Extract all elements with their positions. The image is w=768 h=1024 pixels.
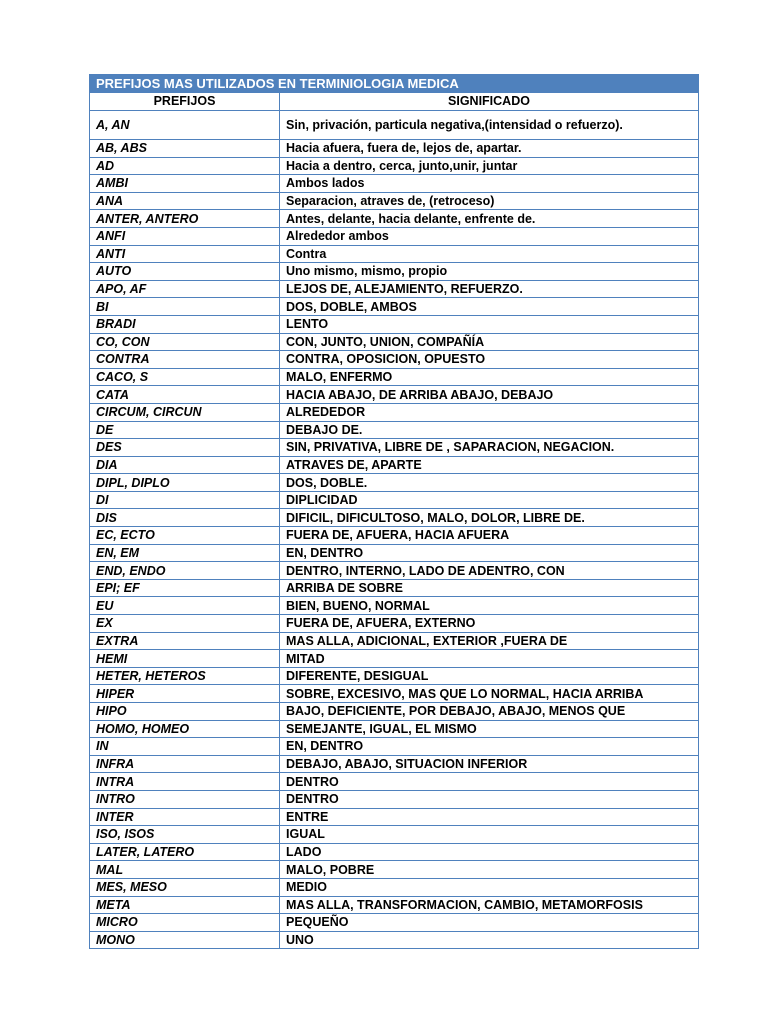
table-row bbox=[90, 703, 699, 721]
table-row bbox=[90, 491, 699, 509]
prefix-cell: BRADI bbox=[90, 315, 280, 333]
prefix-cell: LATER, LATERO bbox=[90, 843, 280, 861]
meaning-cell: BIEN, BUENO, NORMAL bbox=[280, 597, 699, 615]
meaning-cell: CON, JUNTO, UNION, COMPAÑÍA bbox=[280, 333, 699, 351]
prefix-cell: ANA bbox=[90, 192, 280, 210]
meaning-cell: Antes, delante, hacia delante, enfrente de. bbox=[280, 210, 699, 228]
prefix-cell: CACO, S bbox=[90, 368, 280, 386]
prefix-column-header: PREFIJOS bbox=[90, 93, 280, 111]
prefix-cell: INTER bbox=[90, 808, 280, 826]
table-row bbox=[90, 439, 699, 457]
prefix-cell: ANTER, ANTERO bbox=[90, 210, 280, 228]
meaning-cell: MEDIO bbox=[280, 878, 699, 896]
prefix-cell: INTRO bbox=[90, 790, 280, 808]
meaning-cell: SOBRE, EXCESIVO, MAS QUE LO NORMAL, HACIA ARRIBA bbox=[280, 685, 699, 703]
meaning-cell: MAS ALLA, ADICIONAL, EXTERIOR ,FUERA DE bbox=[280, 632, 699, 650]
meaning-cell: Ambos lados bbox=[280, 175, 699, 193]
meaning-cell: DIFERENTE, DESIGUAL bbox=[280, 667, 699, 685]
prefix-cell: HEMI bbox=[90, 650, 280, 668]
table-row bbox=[90, 263, 699, 281]
table-title: PREFIJOS MAS UTILIZADOS EN TERMINIOLOGIA MEDICA bbox=[90, 75, 699, 93]
prefix-cell: IN bbox=[90, 738, 280, 756]
prefix-cell: DI bbox=[90, 491, 280, 509]
meaning-cell: Uno mismo, mismo, propio bbox=[280, 263, 699, 281]
table-row bbox=[90, 386, 699, 404]
meaning-column-header: SIGNIFICADO bbox=[280, 93, 699, 111]
table-row bbox=[90, 615, 699, 633]
table-row bbox=[90, 298, 699, 316]
prefix-cell: DIPL, DIPLO bbox=[90, 474, 280, 492]
table-header-row bbox=[90, 93, 699, 111]
table-title-row bbox=[90, 75, 699, 93]
table-row bbox=[90, 562, 699, 580]
prefix-cell: ISO, ISOS bbox=[90, 826, 280, 844]
meaning-cell: MITAD bbox=[280, 650, 699, 668]
table-row bbox=[90, 773, 699, 791]
table-row bbox=[90, 755, 699, 773]
prefix-cell: EC, ECTO bbox=[90, 527, 280, 545]
meaning-cell: DIPLICIDAD bbox=[280, 491, 699, 509]
prefix-cell: INFRA bbox=[90, 755, 280, 773]
prefix-cell: HIPO bbox=[90, 703, 280, 721]
prefix-cell: DIS bbox=[90, 509, 280, 527]
prefix-cell: MICRO bbox=[90, 914, 280, 932]
table-row bbox=[90, 685, 699, 703]
meaning-cell: BAJO, DEFICIENTE, POR DEBAJO, ABAJO, MENOS QUE bbox=[280, 703, 699, 721]
prefix-cell: AB, ABS bbox=[90, 140, 280, 158]
table-row bbox=[90, 351, 699, 369]
table-body bbox=[90, 111, 699, 949]
prefix-cell: MONO bbox=[90, 931, 280, 949]
meaning-cell: LEJOS DE, ALEJAMIENTO, REFUERZO. bbox=[280, 280, 699, 298]
meaning-cell: ENTRE bbox=[280, 808, 699, 826]
meaning-cell: FUERA DE, AFUERA, HACIA AFUERA bbox=[280, 527, 699, 545]
prefix-cell: END, ENDO bbox=[90, 562, 280, 580]
meaning-cell: Alrededor ambos bbox=[280, 227, 699, 245]
meaning-cell: EN, DENTRO bbox=[280, 544, 699, 562]
table-row bbox=[90, 790, 699, 808]
table-row bbox=[90, 632, 699, 650]
prefix-cell: MAL bbox=[90, 861, 280, 879]
prefix-cell: EN, EM bbox=[90, 544, 280, 562]
meaning-cell: MAS ALLA, TRANSFORMACION, CAMBIO, METAMORFOSIS bbox=[280, 896, 699, 914]
table-row bbox=[90, 544, 699, 562]
table-row bbox=[90, 896, 699, 914]
meaning-cell: EN, DENTRO bbox=[280, 738, 699, 756]
prefix-cell: APO, AF bbox=[90, 280, 280, 298]
meaning-cell: LENTO bbox=[280, 315, 699, 333]
prefix-cell: DES bbox=[90, 439, 280, 457]
meaning-cell: UNO bbox=[280, 931, 699, 949]
table-row bbox=[90, 192, 699, 210]
meaning-cell: Separacion, atraves de, (retroceso) bbox=[280, 192, 699, 210]
table-row bbox=[90, 861, 699, 879]
table-row bbox=[90, 527, 699, 545]
table-row bbox=[90, 650, 699, 668]
table-row bbox=[90, 931, 699, 949]
table-row bbox=[90, 579, 699, 597]
table-row bbox=[90, 210, 699, 228]
meaning-cell: SIN, PRIVATIVA, LIBRE DE , SAPARACION, NEGACION. bbox=[280, 439, 699, 457]
prefix-cell: DE bbox=[90, 421, 280, 439]
meaning-cell: DOS, DOBLE. bbox=[280, 474, 699, 492]
table-row bbox=[90, 403, 699, 421]
prefix-cell: BI bbox=[90, 298, 280, 316]
prefix-table bbox=[89, 74, 699, 949]
prefix-cell: CIRCUM, CIRCUN bbox=[90, 403, 280, 421]
table-row bbox=[90, 843, 699, 861]
prefix-cell: HETER, HETEROS bbox=[90, 667, 280, 685]
prefix-cell: ANFI bbox=[90, 227, 280, 245]
meaning-cell: MALO, POBRE bbox=[280, 861, 699, 879]
table-row bbox=[90, 157, 699, 175]
table-row bbox=[90, 914, 699, 932]
prefix-cell: EXTRA bbox=[90, 632, 280, 650]
table-row bbox=[90, 111, 699, 140]
meaning-cell: Hacia afuera, fuera de, lejos de, apartar. bbox=[280, 140, 699, 158]
meaning-cell: SEMEJANTE, IGUAL, EL MISMO bbox=[280, 720, 699, 738]
table-row bbox=[90, 808, 699, 826]
meaning-cell: CONTRA, OPOSICION, OPUESTO bbox=[280, 351, 699, 369]
meaning-cell: DEBAJO DE. bbox=[280, 421, 699, 439]
meaning-cell: HACIA ABAJO, DE ARRIBA ABAJO, DEBAJO bbox=[280, 386, 699, 404]
table-row bbox=[90, 509, 699, 527]
table-row bbox=[90, 245, 699, 263]
prefix-cell: AMBI bbox=[90, 175, 280, 193]
meaning-cell: Contra bbox=[280, 245, 699, 263]
meaning-cell: DENTRO bbox=[280, 790, 699, 808]
table-row bbox=[90, 140, 699, 158]
table-row bbox=[90, 720, 699, 738]
table-row bbox=[90, 878, 699, 896]
meaning-cell: Hacia a dentro, cerca, junto,unir, juntar bbox=[280, 157, 699, 175]
meaning-cell: DIFICIL, DIFICULTOSO, MALO, DOLOR, LIBRE DE. bbox=[280, 509, 699, 527]
table-row bbox=[90, 421, 699, 439]
prefix-cell: CONTRA bbox=[90, 351, 280, 369]
table-row bbox=[90, 474, 699, 492]
table-row bbox=[90, 597, 699, 615]
meaning-cell: ALREDEDOR bbox=[280, 403, 699, 421]
prefix-cell: AD bbox=[90, 157, 280, 175]
table-row bbox=[90, 738, 699, 756]
meaning-cell: ATRAVES DE, APARTE bbox=[280, 456, 699, 474]
meaning-cell: DOS, DOBLE, AMBOS bbox=[280, 298, 699, 316]
prefix-cell: ANTI bbox=[90, 245, 280, 263]
prefix-cell: INTRA bbox=[90, 773, 280, 791]
prefix-cell: EX bbox=[90, 615, 280, 633]
prefix-cell: A, AN bbox=[90, 111, 280, 140]
meaning-cell: MALO, ENFERMO bbox=[280, 368, 699, 386]
prefix-cell: DIA bbox=[90, 456, 280, 474]
prefix-cell: CO, CON bbox=[90, 333, 280, 351]
table-row bbox=[90, 333, 699, 351]
table-row bbox=[90, 368, 699, 386]
table-row bbox=[90, 280, 699, 298]
meaning-cell: PEQUEÑO bbox=[280, 914, 699, 932]
prefix-cell: EPI; EF bbox=[90, 579, 280, 597]
prefix-cell: HIPER bbox=[90, 685, 280, 703]
meaning-cell: IGUAL bbox=[280, 826, 699, 844]
meaning-cell: DEBAJO, ABAJO, SITUACION INFERIOR bbox=[280, 755, 699, 773]
table-row bbox=[90, 826, 699, 844]
prefix-cell: MES, MESO bbox=[90, 878, 280, 896]
meaning-cell: LADO bbox=[280, 843, 699, 861]
prefix-cell: META bbox=[90, 896, 280, 914]
table-row bbox=[90, 456, 699, 474]
table-row bbox=[90, 227, 699, 245]
prefix-cell: CATA bbox=[90, 386, 280, 404]
table-row bbox=[90, 315, 699, 333]
table-row bbox=[90, 667, 699, 685]
table-row bbox=[90, 175, 699, 193]
prefix-cell: HOMO, HOMEO bbox=[90, 720, 280, 738]
prefix-cell: EU bbox=[90, 597, 280, 615]
prefix-cell: AUTO bbox=[90, 263, 280, 281]
meaning-cell: Sin, privación, particula negativa,(intensidad o refuerzo). bbox=[280, 111, 699, 140]
meaning-cell: FUERA DE, AFUERA, EXTERNO bbox=[280, 615, 699, 633]
meaning-cell: DENTRO bbox=[280, 773, 699, 791]
meaning-cell: ARRIBA DE SOBRE bbox=[280, 579, 699, 597]
meaning-cell: DENTRO, INTERNO, LADO DE ADENTRO, CON bbox=[280, 562, 699, 580]
